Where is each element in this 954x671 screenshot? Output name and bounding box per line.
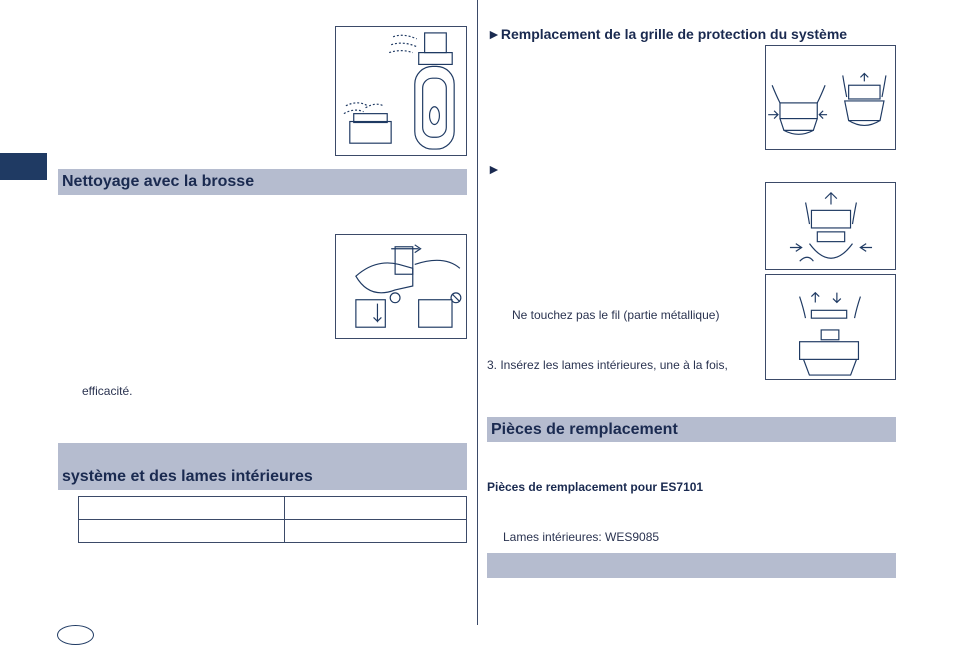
column-divider [477, 0, 478, 625]
triangle-bullet-icon: ► [487, 26, 501, 42]
parts-table [78, 496, 467, 543]
band-system-blades-label: système et des lames intérieures [62, 468, 313, 485]
band-brush-cleaning: Nettoyage avec la brosse [58, 169, 467, 195]
table-cell [79, 520, 285, 543]
triangle-bullet-icon: ► [487, 161, 501, 177]
table-row [79, 520, 467, 543]
text-step-3: 3. Insérez les lames intérieures, une à la fois, [487, 358, 728, 372]
band-replacement-parts: Pièces de remplacement [487, 417, 896, 442]
heading-parts-es7101: Pièces de remplacement pour ES7101 [487, 480, 704, 494]
system-removal-illustration [765, 182, 896, 270]
table-row [79, 497, 467, 520]
grille-removal-illustration [765, 45, 896, 150]
table-cell [285, 497, 467, 520]
text-inner-blades-part: Lames intérieures: WES9085 [503, 530, 660, 544]
side-tab-marker [0, 153, 47, 180]
heading-grille-text: Remplacement de la grille de protection du système [500, 26, 848, 42]
blade-insert-illustration [765, 274, 896, 380]
band-system-blades [58, 443, 467, 490]
shaver-cleaning-illustration [335, 26, 467, 156]
table-cell [285, 520, 467, 543]
text-efficacite: efficacité. [82, 384, 133, 398]
language-oval-badge [57, 625, 94, 645]
text-note-fil: Ne touchez pas le fil (partie métallique) [512, 308, 720, 322]
table-cell [79, 497, 285, 520]
band-empty [487, 553, 896, 578]
brush-cleaning-illustration [335, 234, 467, 339]
heading-grille-replacement [487, 26, 847, 42]
